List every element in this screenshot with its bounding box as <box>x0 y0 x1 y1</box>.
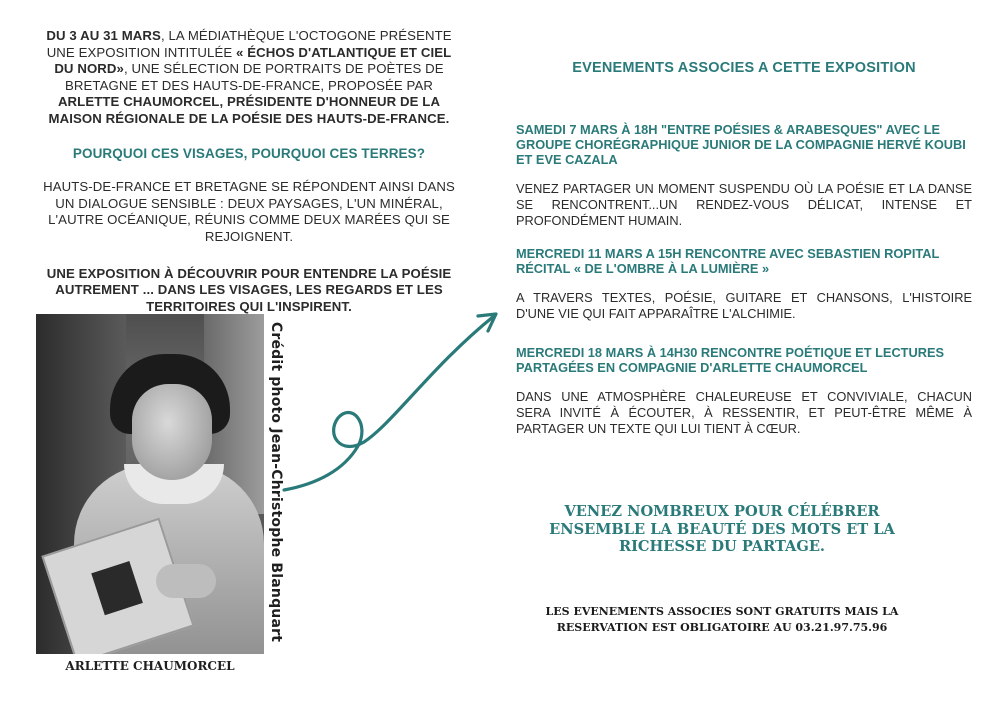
photo-caption: ARLETTE CHAUMORCEL <box>65 659 235 673</box>
portrait-photo <box>36 314 264 654</box>
event-heading: MERCREDI 18 MARS À 14H30 RENCONTRE POÉTIQUE ET LECTURES PARTAGÉES EN COMPAGNIE D'ARLETTE CHAUMORCEL <box>516 345 945 375</box>
event-heading-line: MERCREDI 11 MARS A 15H RENCONTRE AVEC SEBASTIEN ROPITAL <box>516 246 940 261</box>
event-heading <box>516 246 972 276</box>
discover-paragraph: UNE EXPOSITION À DÉCOUVRIR POUR ENTENDRE LA POÉSIE AUTREMENT ... DANS LES VISAGES, LES REGARDS ET LES TERRITOIRES QUI L'INSPIRENT. <box>46 265 452 314</box>
event-item <box>516 122 972 229</box>
intro-dates: DU 3 AU 31 MARS <box>46 28 161 43</box>
event-description: A TRAVERS TEXTES, POÉSIE, GUITARE ET CHANSONS, L'HISTOIRE D'UNE VIE QUI FAIT APPARAÎTRE L'ALCHIMIE. <box>516 290 972 321</box>
intro-paragraph <box>40 28 458 128</box>
photo-credit: Crédit photo Jean-Christophe Blanquart <box>268 321 284 643</box>
exhibition-intro-column <box>40 22 458 315</box>
dialog-paragraph: HAUTS-DE-FRANCE ET BRETAGNE SE RÉPONDENT AINSI DANS UN DIALOGUE SENSIBLE : DEUX PAYSAGES, L'UN MINÉRAL, L'AUTRE OCÉANIQUE, RÉUNIS COMME DEUX MARÉES QUI SE REJOIGNENT. <box>43 179 455 244</box>
intro-text-a: , LA MÉDIATHÈQUE L'OCTOGONE PRÉSENTE UNE EXPOSITION INTITULÉE <box>46 28 452 60</box>
call-to-action: VENEZ NOMBREUX POUR CÉLÉBRER ENSEMBLE LA BEAUTÉ DES MOTS ET LA RICHESSE DU PARTAGE. <box>549 503 895 555</box>
event-item <box>516 345 972 437</box>
event-heading-line: RÉCITAL « DE L'OMBRE À LA LUMIÈRE » <box>516 261 770 276</box>
intro-author: ARLETTE CHAUMORCEL, PRÉSIDENTE D'HONNEUR DE LA MAISON RÉGIONALE DE LA POÉSIE DES HAUTS-DE-FRANCE. <box>48 94 450 126</box>
event-item <box>516 246 972 322</box>
question-heading: POURQUOI CES VISAGES, POURQUOI CES TERRES? <box>72 145 426 161</box>
events-title: EVENEMENTS ASSOCIES A CETTE EXPOSITION <box>572 60 916 76</box>
event-description: VENEZ PARTAGER UN MOMENT SUSPENDU OÙ LA POÉSIE ET LA DANSE SE RENCONTRENT...UN RENDEZ-VOUS DÉLICAT, INTENSE ET PROFONDÉMENT HUMAIN. <box>516 181 972 228</box>
decorative-arrow-icon <box>282 306 507 496</box>
intro-text-b: , UNE SÉLECTION DE PORTRAITS DE POÈTES DE BRETAGNE ET DES HAUTS-DE-FRANCE, PROPOSÉE PAR <box>65 61 444 93</box>
event-heading: SAMEDI 7 MARS À 18H "ENTRE POÉSIES & ARABESQUES" AVEC LE GROUPE CHORÉGRAPHIQUE JUNIOR DE LA COMPAGNIE HERVÉ KOUBI ET EVE CAZALA <box>516 122 966 167</box>
exhibition-title: « ÉCHOS D'ATLANTIQUE ET CIEL DU NORD» <box>54 44 452 77</box>
reservation-note: LES EVENEMENTS ASSOCIES SONT GRATUITS MAIS LA RESERVATION EST OBLIGATOIRE AU 03.21.97.75.96 <box>545 605 899 634</box>
event-description: DANS UNE ATMOSPHÈRE CHALEUREUSE ET CONVIVIALE, CHACUN SERA INVITÉ À ÉCOUTER, À RESSENTIR, ET PEUT-ÊTRE MÊME À PARTAGER UN TEXTE QUI LUI TIENT À CŒUR. <box>516 389 972 436</box>
